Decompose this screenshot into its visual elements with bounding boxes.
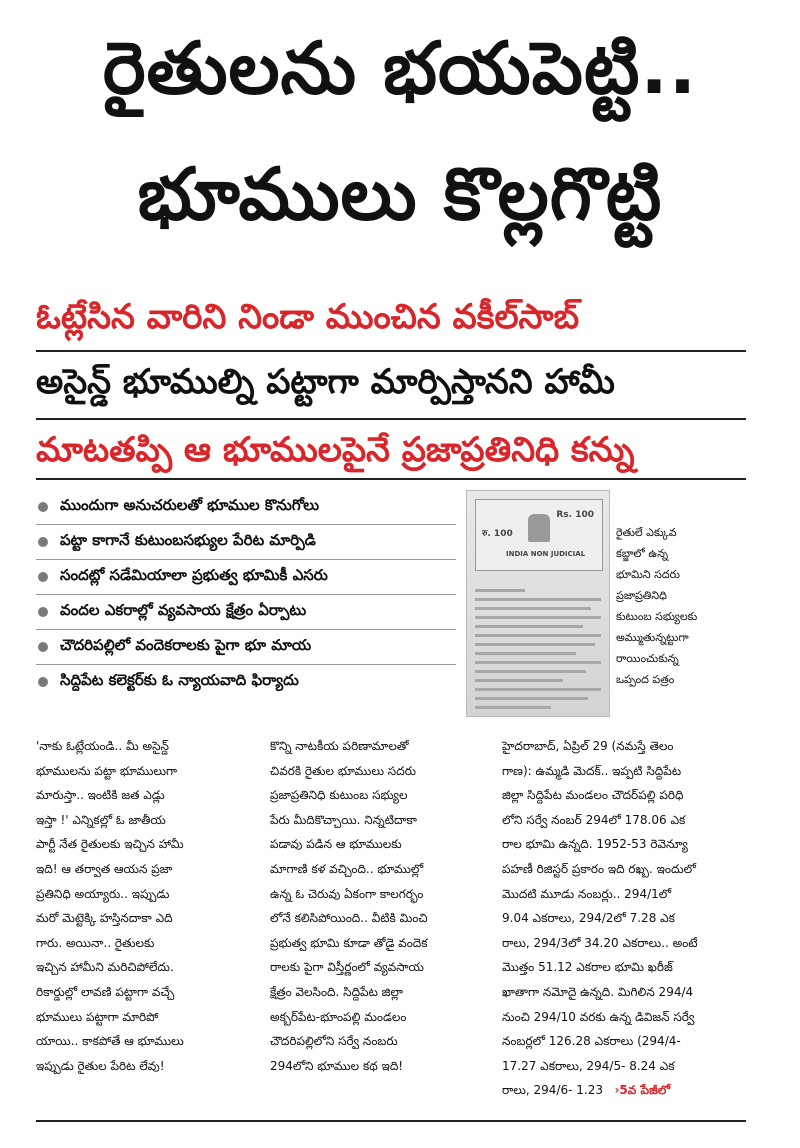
article-column-1 [36, 734, 256, 1078]
text-line: మొదటి మూడు నంబర్లు.. 294/1లో [502, 886, 672, 901]
text-line: పహణీ రిజిస్టర్ ప్రకారం ఇది రఖ్బ. ఇందులో [502, 861, 696, 876]
agreement-document-photo [466, 490, 610, 717]
list-item [36, 560, 456, 595]
caption-line: అమ్ముతున్నట్టుగా [616, 631, 689, 644]
subhead-1: ఓట్లేసిన వారిని నిండా ముంచిన వకీల్‌సాబ్ [36, 297, 580, 337]
text-line: నుంచి 294/10 వరకు ఉన్న డివిజన్ సర్వే [502, 1009, 695, 1024]
text-line: 'నాకు ఓట్లేయండి.. మీ అసైన్డ్ [36, 739, 169, 753]
list-item [36, 490, 456, 525]
caption-line: భూమిని సదరు [616, 568, 680, 581]
caption-line: రైతులే ఎక్కువ [616, 526, 677, 539]
text-line: పేరు మీదికొచ్చాయి. నిన్నటిదాకా [270, 812, 417, 827]
stamp-value-right: Rs. 100 [556, 510, 594, 520]
headline-line-1: రైతులను భయపెట్టి.. [102, 26, 698, 110]
subhead-2: అసైన్డ్ భూముల్ని పట్టాగా మార్పిస్తానని హామీ [36, 362, 615, 402]
list-item [36, 595, 456, 630]
text-line: భూములు పట్టాగా మారిపో [36, 1009, 159, 1024]
text-line: మరో మెట్టెక్కి హస్తినదాకా ఎది [36, 911, 173, 926]
bullet-icon [38, 502, 48, 512]
text-line: పడావు పడిన ఆ భూములకు [270, 837, 402, 852]
stamp-paper [475, 499, 603, 571]
text-line: రాలు, 294/3లో 34.20 ఎకరాలు.. అంటే [502, 935, 698, 950]
text-line: మొత్తం 51.12 ఎకరాల భూమి ఖరీజ్ [502, 960, 673, 975]
text-line: జిల్లా సిద్దిపేట మండలం చౌదర్‌పల్లి పరిధి [502, 788, 684, 803]
text-line: 294లోని భూముల కథ ఇది! [270, 1058, 404, 1073]
text-line: ప్రభుత్వ భూమి కూడా తోడై వందెక [270, 935, 428, 950]
stamp-value-left: रु. 100 [482, 529, 513, 539]
bullet-icon [38, 677, 48, 687]
caption-line: ఒప్పంద పత్రం [616, 673, 675, 686]
text-line: 9.04 ఎకరాలు, 294/2లో 7.28 ఎక [502, 911, 675, 926]
subhead-3: మాటతప్పి ఆ భూములపైనే ప్రజాప్రతినిధి కన్ను [36, 430, 635, 470]
emblem-icon [528, 514, 550, 542]
divider [36, 478, 746, 480]
text-line-end: రాలు, 294/6- 1.23 [502, 1083, 603, 1098]
text-line: ఉన్న ఓ చెరువు ఏకంగా కాలగర్భం [270, 886, 424, 901]
continued-on-page-link[interactable]: ›5వ పేజీలో [614, 1083, 671, 1098]
text-line: మాగాణి కళ వచ్చింది.. భూముల్లో [270, 861, 424, 876]
text-line: నంబర్లలో 126.28 ఎకరాలు (294/4- [502, 1034, 681, 1049]
text-line: 17.27 ఎకరాలు, 294/5- 8.24 ఎక [502, 1058, 675, 1073]
text-line: యాయి.. కాకపోతే ఆ భూములు [36, 1034, 184, 1049]
article-column-3 [502, 734, 762, 1103]
text-line: రాల భూమి ఉన్నది. 1952-53 రెవెన్యూ [502, 837, 688, 852]
text-line: ఇది! ఆ తర్వాత ఆయన ప్రజా [36, 861, 173, 876]
text-line: భూములను పట్టా భూములుగా [36, 763, 178, 778]
text-line: రాలకు పైగా విస్తీర్ణంలో వ్యవసాయ [270, 960, 424, 975]
text-line: రికార్డుల్లో లావణి పట్టాగా వచ్చే [36, 984, 175, 999]
document-text-lines [475, 583, 601, 715]
text-line: ఖాతాగా నమోదై ఉన్నది. మిగిలిన 294/4 [502, 984, 694, 999]
caption-line: ప్రజాప్రతినిధి [616, 589, 667, 602]
text-line: చివరకి రైతుల భూములు సదరు [270, 763, 416, 778]
caption-line: కుటుంబ సభ్యులకు [616, 610, 698, 623]
list-item [36, 525, 456, 560]
list-item [36, 665, 456, 699]
text-line [502, 1078, 762, 1103]
list-item-text: ముందుగా అనుచరులతో భూముల కొనుగోలు [60, 496, 320, 514]
caption-line: కబ్జాలో ఉన్న [616, 547, 669, 560]
article-column-2 [270, 734, 488, 1078]
bullet-icon [38, 607, 48, 617]
text-line: అక్బర్‌పేట-భూంపల్లి మండలం [270, 1009, 407, 1024]
divider [36, 350, 746, 352]
list-item-text: చౌదరిపల్లిలో వందెకరాలకు పైగా భూ మాయ [60, 636, 312, 654]
text-line: కొన్ని నాటకీయ పరిణామాలతో [270, 739, 409, 753]
text-line: గారు. అయినా.. రైతులకు [36, 935, 155, 950]
text-line: ప్రజాప్రతినిధి కుటుంబ సభ్యుల [270, 788, 408, 803]
stamp-country: INDIA NON JUDICIAL [506, 550, 586, 558]
text-line: లోనే కలిసిపోయింది.. వీటికి మించి [270, 911, 428, 926]
text-line: గాణ): ఉమ్మడి మెదక్.. ఇప్పటి సిద్దిపేట [502, 763, 682, 778]
text-line: ఇప్పుడు రైతుల పేరిట లేవు! [36, 1058, 165, 1073]
text-line: క్షేత్రం వెలసింది. సిద్దిపేట జిల్లా [270, 984, 403, 999]
bullet-icon [38, 537, 48, 547]
list-item-text: పట్టా కాగానే కుటుంబసభ్యుల పేరిట మార్పిడి [60, 531, 316, 549]
text-line: హైదరాబాద్, ఏప్రిల్ 29 (నమస్తే తెలం [502, 739, 674, 753]
text-line: ఇచ్చిన హామీని మరిచిపోలేదు. [36, 960, 174, 975]
text-line: పార్టీ నేత రైతులకు ఇచ్చిన హామీ [36, 837, 184, 852]
text-line: లోని సర్వే నంబర్ 294లో 178.06 ఎక [502, 812, 686, 827]
text-line: మారుస్తా.. ఇంటికి జత ఎడ్లు [36, 788, 165, 803]
text-line: ప్రతినిధి అయ్యారు.. ఇప్పుడు [36, 886, 170, 901]
caption-line: రాయించుకున్న [616, 652, 679, 665]
list-item-text: సిద్దిపేట కలెక్టర్‌కు ఓ న్యాయవాది ఫిర్యాదు [60, 671, 299, 689]
bullet-icon [38, 572, 48, 582]
divider [36, 418, 746, 420]
highlights-list [36, 490, 456, 699]
list-item [36, 630, 456, 665]
bullet-icon [38, 642, 48, 652]
text-line: ఇస్తా !' ఎన్నికల్లో ఓ జాతీయ [36, 812, 166, 827]
divider [36, 1120, 746, 1122]
photo-caption [616, 522, 756, 690]
text-line: చౌదరిపల్లిలోని సర్వే నంబరు [270, 1034, 398, 1049]
headline-line-2: భూములు కొల్లగొట్టి [137, 152, 663, 236]
list-item-text: సందట్లో సడేమియాలా ప్రభుత్వ భూమికీ ఎసరు [60, 566, 328, 584]
list-item-text: వందల ఎకరాల్లో వ్యవసాయ క్షేత్రం ఏర్పాటు [60, 601, 307, 619]
